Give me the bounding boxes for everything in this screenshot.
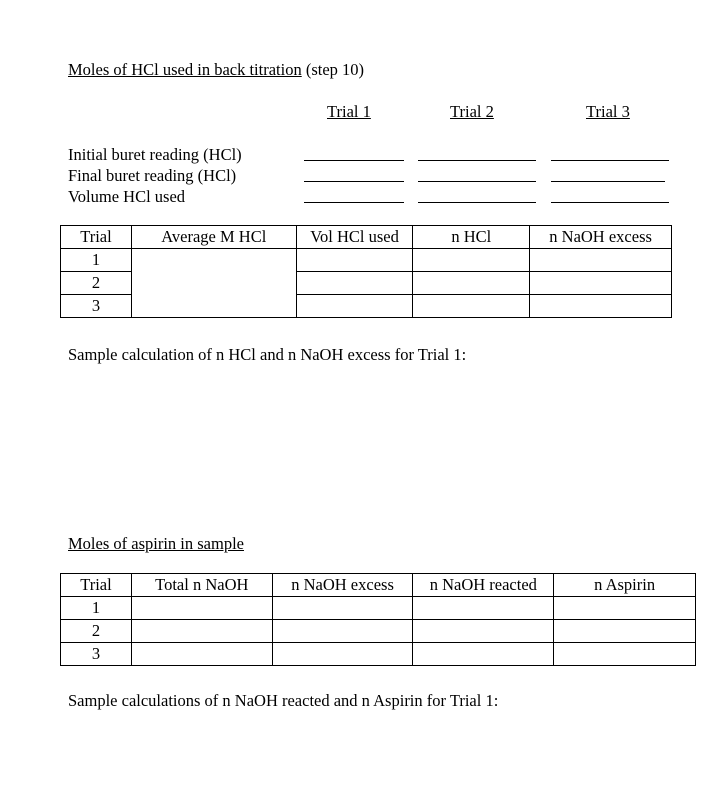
section1-heading-text: Moles of HCl used in back titration (68, 60, 302, 79)
trial3-header: Trial 3 (586, 102, 630, 121)
final-buret-label: Final buret reading (HCl) (68, 166, 237, 185)
table-cell[interactable] (272, 597, 413, 620)
trial1-header: Trial 1 (327, 102, 371, 121)
table-header-row (61, 574, 696, 597)
col-n-hcl: n HCl (413, 226, 530, 249)
table-cell[interactable] (413, 597, 554, 620)
section1-heading (68, 60, 364, 80)
table-cell[interactable] (413, 620, 554, 643)
table-cell[interactable] (296, 295, 413, 318)
table-row (61, 249, 672, 272)
trial-number: 2 (61, 620, 132, 643)
sample-calculation-1: Sample calculation of n HCl and n NaOH excess for Trial 1: (68, 345, 467, 364)
table-cell[interactable] (554, 620, 696, 643)
table-cell[interactable] (131, 643, 272, 666)
volume-trial1-blank[interactable] (304, 202, 404, 203)
table-cell[interactable] (272, 643, 413, 666)
table-cell[interactable] (131, 597, 272, 620)
table-cell[interactable] (296, 249, 413, 272)
section1-heading-suffix: (step 10) (301, 60, 365, 79)
table-cell[interactable] (272, 620, 413, 643)
table-cell[interactable] (530, 295, 672, 318)
final-trial3-blank[interactable] (551, 181, 665, 182)
trial-number: 1 (61, 249, 132, 272)
col-trial: Trial (61, 574, 132, 597)
table-cell[interactable] (413, 295, 530, 318)
trial-number: 3 (61, 643, 132, 666)
trial-number: 1 (61, 597, 132, 620)
table-cell[interactable] (554, 597, 696, 620)
table-cell[interactable] (413, 272, 530, 295)
aspirin-table (60, 573, 696, 666)
table-cell[interactable] (413, 249, 530, 272)
col-n-aspirin: n Aspirin (554, 574, 696, 597)
table-cell[interactable] (296, 272, 413, 295)
trial-number: 2 (61, 272, 132, 295)
trial-number: 3 (61, 295, 132, 318)
table-row (61, 643, 696, 666)
col-vol-hcl-used: Vol HCl used (296, 226, 413, 249)
volume-hcl-label: Volume HCl used (68, 187, 186, 206)
initial-trial1-blank[interactable] (304, 160, 404, 161)
final-trial2-blank[interactable] (418, 181, 536, 182)
section2-heading: Moles of aspirin in sample (68, 534, 244, 553)
table-cell[interactable] (131, 620, 272, 643)
hcl-table (60, 225, 672, 318)
col-n-naoh-excess: n NaOH excess (530, 226, 672, 249)
initial-trial2-blank[interactable] (418, 160, 536, 161)
table-row (61, 597, 696, 620)
table-cell[interactable] (554, 643, 696, 666)
initial-trial3-blank[interactable] (551, 160, 669, 161)
final-trial1-blank[interactable] (304, 181, 404, 182)
volume-trial3-blank[interactable] (551, 202, 669, 203)
col-average-m-hcl: Average M HCl (131, 226, 296, 249)
col-n-naoh-excess: n NaOH excess (272, 574, 413, 597)
table-cell[interactable] (530, 272, 672, 295)
average-m-hcl-cell[interactable] (131, 249, 296, 318)
table-header-row (61, 226, 672, 249)
col-total-n-naoh: Total n NaOH (131, 574, 272, 597)
sample-calculation-2: Sample calculations of n NaOH reacted and n Aspirin for Trial 1: (68, 691, 499, 710)
table-cell[interactable] (413, 643, 554, 666)
col-trial: Trial (61, 226, 132, 249)
volume-trial2-blank[interactable] (418, 202, 536, 203)
trial2-header: Trial 2 (450, 102, 494, 121)
initial-buret-label: Initial buret reading (HCl) (68, 145, 242, 164)
table-cell[interactable] (530, 249, 672, 272)
col-n-naoh-reacted: n NaOH reacted (413, 574, 554, 597)
table-row (61, 620, 696, 643)
